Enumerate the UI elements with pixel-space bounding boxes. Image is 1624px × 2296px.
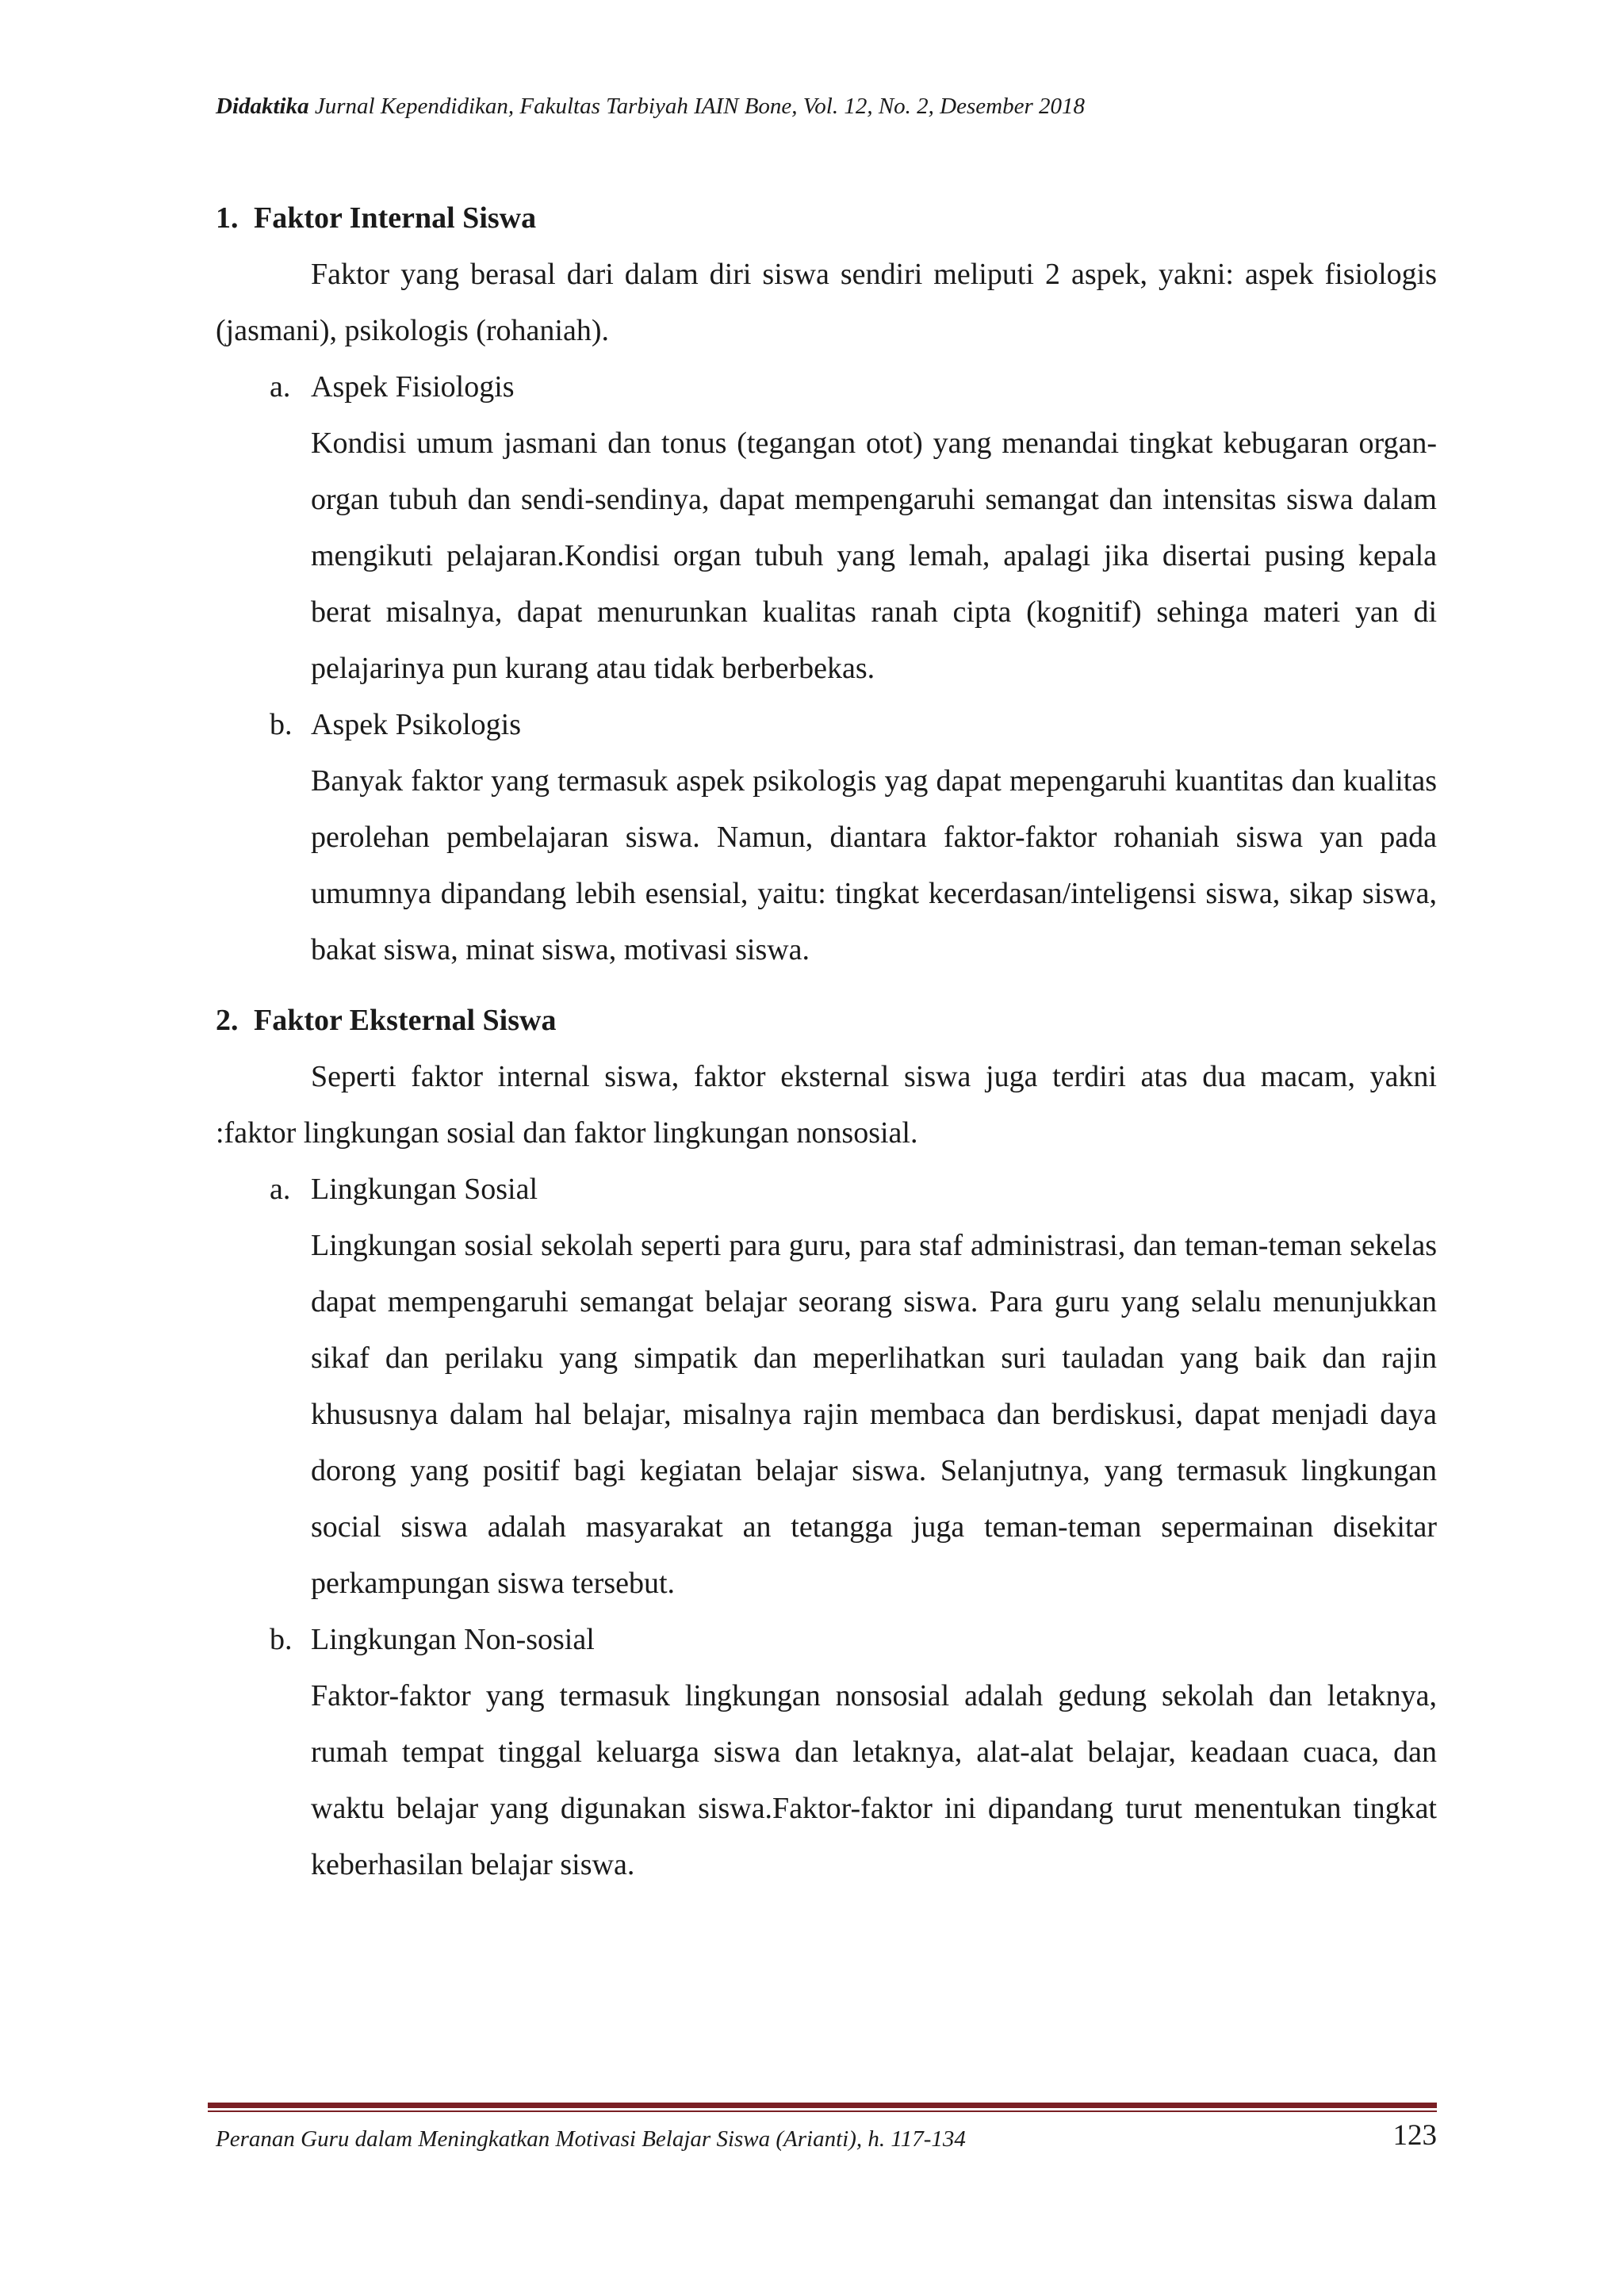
section-title: Faktor Eksternal Siswa — [254, 1004, 557, 1037]
subsection-heading-psikologis — [216, 697, 1437, 753]
main-content — [216, 190, 1437, 1893]
section-intro: Faktor yang berasal dari dalam diri siswa sendiri meliputi 2 aspek, yakni: aspek fisiologis (jasmani), psikologis (rohaniah). — [216, 258, 1437, 347]
subsection-body: Kondisi umum jasmani dan tonus (tegangan otot) yang menandai tingkat kebugaran organ-organ tubuh dan sendi-sendinya, dapat mempengaruhi semangat dan intensitas siswa dalam mengikuti pelajaran.Kondisi organ tubuh yang lemah, apalagi jika disertai pusing kepala berat misalnya, dapat menurunkan kualitas ranah cipta (kognitif) sehinga materi yan di pelajarinya pun kurang atau tidak berberbekas. — [311, 427, 1437, 685]
subsection-title: Aspek Psikologis — [311, 708, 521, 741]
running-header — [216, 94, 1085, 120]
section-number: 1. — [216, 201, 239, 235]
subsection-letter: b. — [270, 1623, 293, 1656]
subsection-body: Lingkungan sosial sekolah seperti para guru, para staf administrasi, dan teman-teman sekelas dapat mempengaruhi semangat belajar seorang siswa. Para guru yang selalu menunjukkan sikaf dan perilaku yang simpatik dan meperlihatkan suri tauladan yang baik dan rajin khususnya dalam hal belajar, misalnya rajin membaca dan berdiskusi, dapat menjadi daya dorong yang positif bagi kegiatan belajar siswa. Selanjutnya, yang termasuk lingkungan social siswa adalah masyarakat an tetangga juga teman-teman sepermainan disekitar perkampungan siswa tersebut. — [311, 1229, 1437, 1600]
footer-rule-thick — [208, 2103, 1437, 2108]
subsection-title: Lingkungan Non-sosial — [311, 1623, 595, 1656]
footer-rule — [208, 2103, 1437, 2112]
section-heading-eksternal — [216, 993, 1437, 1049]
section-heading-internal — [216, 190, 1437, 247]
subsection-body: Banyak faktor yang termasuk aspek psikologis yag dapat mepengaruhi kuantitas dan kualitas perolehan pembelajaran siswa. Namun, diantara faktor-faktor rohaniah siswa yan pada umumnya dipandang lebih esensial, yaitu: tingkat kecerdasan/inteligensi siswa, sikap siswa, bakat siswa, minat siswa, motivasi siswa. — [311, 764, 1437, 966]
subsection-heading-sosial — [216, 1161, 1437, 1218]
subsection-letter: a. — [270, 1173, 291, 1206]
journal-details: Jurnal Kependidikan, Fakultas Tarbiyah IAIN Bone, Vol. 12, No. 2, Desember 2018 — [308, 94, 1086, 119]
section-title: Faktor Internal Siswa — [254, 201, 537, 235]
subsection-letter: b. — [270, 708, 293, 741]
section-number: 2. — [216, 1004, 239, 1037]
subsection-title: Lingkungan Sosial — [311, 1173, 538, 1206]
page-number: 123 — [1392, 2119, 1437, 2152]
section-intro: Seperti faktor internal siswa, faktor eksternal siswa juga terdiri atas dua macam, yakni :faktor lingkungan sosial dan faktor lingkungan nonsosial. — [216, 1060, 1437, 1150]
footer-rule-thin — [208, 2110, 1437, 2112]
subsection-heading-fisiologis — [216, 359, 1437, 415]
subsection-body: Faktor-faktor yang termasuk lingkungan nonsosial adalah gedung sekolah dan letaknya, rumah tempat tinggal keluarga siswa dan letaknya, alat-alat belajar, keadaan cuaca, dan waktu belajar yang digunakan siswa.Faktor-faktor ini dipandang turut menentukan tingkat keberhasilan belajar siswa. — [311, 1679, 1437, 1881]
journal-name: Didaktika — [216, 94, 309, 119]
subsection-heading-non-sosial — [216, 1612, 1437, 1668]
subsection-letter: a. — [270, 370, 291, 404]
subsection-title: Aspek Fisiologis — [311, 370, 515, 404]
running-footer: Peranan Guru dalam Meningkatkan Motivasi Belajar Siswa (Arianti), h. 117-134 — [216, 2126, 966, 2152]
